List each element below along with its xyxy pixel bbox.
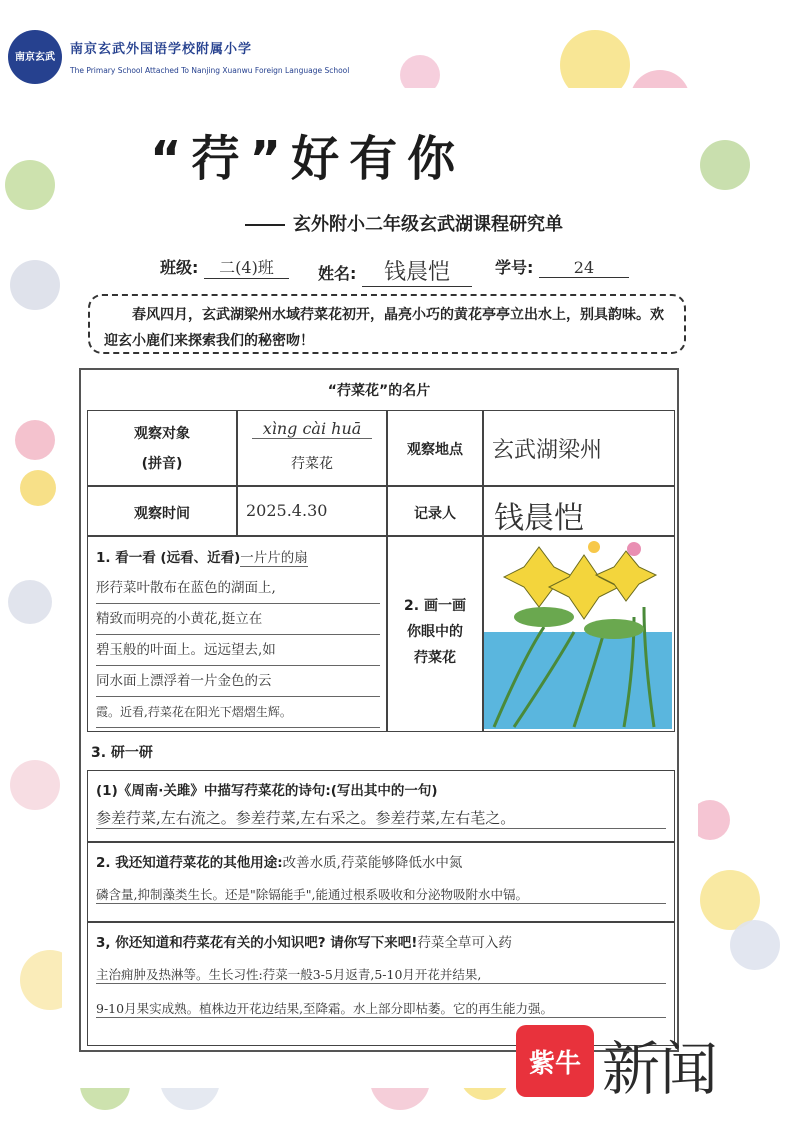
object-label-pinyin: (拼音): [141, 456, 183, 472]
recorder-label-cell: [387, 486, 483, 536]
leaf: [584, 619, 644, 639]
time-label-cell: [87, 486, 237, 536]
look-line: 同水面上漂浮着一片金色的云: [96, 666, 380, 697]
research-q3-answer: 9-10月果实成熟。植株边开花边结果,至降霜。水上部分即枯萎。它的再生能力强。: [96, 999, 666, 1018]
look-line: 一片片的扇: [240, 550, 308, 566]
student-id-value: 24: [539, 258, 629, 278]
flower-decoration: [15, 420, 55, 460]
butterfly: [627, 542, 641, 556]
look-line: 霞。近看,荇菜花在阳光下熠熠生辉。: [96, 697, 380, 728]
draw-label: 荇菜花: [414, 650, 456, 666]
leaf: [514, 607, 574, 627]
research-q2-cell: [87, 842, 675, 922]
flower-decoration: [700, 140, 750, 190]
card-title: “荇菜花”的名片: [327, 383, 431, 399]
subtitle-dash: [245, 224, 285, 226]
draw-label: 你眼中的: [407, 624, 463, 640]
research-q3-answer: 荇菜全草可入药: [417, 935, 512, 951]
look-line: 碧玉般的叶面上。远远望去,如: [96, 635, 380, 666]
object-label-cell: [87, 410, 237, 486]
student-id-label: 学号:: [495, 258, 534, 277]
place-label-cell: [387, 410, 483, 486]
drawing-cell: [483, 536, 675, 732]
research-q1-question: (1)《周南·关雎》中描写荇菜花的诗句:(写出其中的一句): [96, 783, 438, 799]
butterfly: [588, 541, 600, 553]
draw-label-cell: [387, 536, 483, 732]
research-q2-question: 2. 我还知道荇菜花的其他用途:: [96, 855, 283, 871]
news-logo-badge: 紫牛: [516, 1025, 594, 1097]
recorder-value-cell: [483, 486, 675, 536]
research-q3-question: 3, 你还知道和荇菜花有关的小知识吧? 请你写下来吧!: [96, 935, 418, 951]
object-value: 荇菜花: [291, 456, 333, 472]
student-id-field: [495, 255, 629, 278]
time-label: 观察时间: [134, 506, 190, 522]
flower-decoration: [10, 760, 60, 810]
place-label: 观察地点: [407, 442, 463, 458]
object-value-cell: [237, 410, 387, 486]
flower-decoration: [5, 160, 55, 210]
page-title: “荇”好有你: [150, 131, 466, 187]
name-label: 姓名:: [318, 264, 357, 283]
look-cell: [87, 536, 387, 732]
research-q3-answer: 主治痈肿及热淋等。生长习性:荇菜一般3-5月返青,5-10月开花并结果,: [96, 965, 666, 984]
research-q2-line: [96, 851, 666, 871]
research-q3-line: [96, 931, 666, 951]
research-q1-answer: 参差荇菜,左右流之。参差荇菜,左右采之。参差荇菜,左右芼之。: [96, 807, 666, 829]
flower-drawing: [484, 537, 672, 729]
look-label: 1. 看一看 (远看、近看): [96, 550, 241, 566]
school-name-cn: 南京玄武外国语学校附属小学: [70, 42, 253, 57]
school-logo: 南京玄武: [8, 30, 62, 84]
class-label: 班级:: [160, 258, 199, 277]
place-value: 玄武湖梁州: [492, 438, 603, 463]
yellow-flower: [504, 547, 574, 607]
look-line: 精致而明亮的小黄花,挺立在: [96, 604, 380, 635]
time-value: 2025.4.30: [246, 501, 328, 520]
class-value: 二(4)班: [204, 255, 289, 279]
place-value-cell: [483, 410, 675, 486]
flower-decoration: [730, 920, 780, 970]
news-logo-text: 新闻: [602, 1035, 719, 1103]
look-line: 形荇菜叶散布在蓝色的湖面上,: [96, 573, 380, 604]
research-q2-answer: 改善水质,荇菜能够降低水中氮: [282, 855, 463, 871]
school-name-en: The Primary School Attached To Nanjing Xuanwu Foreign Language School: [70, 66, 350, 75]
time-value-cell: [237, 486, 387, 536]
subtitle-text: 玄外附小二年级玄武湖课程研究单: [293, 214, 563, 235]
object-label: 观察对象: [134, 426, 190, 442]
card-table: [79, 368, 679, 1052]
look-text: [96, 543, 380, 728]
page-subtitle: [245, 210, 563, 236]
class-field: [160, 255, 289, 279]
flower-decoration: [8, 580, 52, 624]
recorder-value: 钱晨恺: [494, 501, 584, 536]
intro-box: 春风四月，玄武湖梁州水域荇菜花初开，晶亮小巧的黄花亭亭立出水上，别具韵味。欢迎玄小鹿们来探索我们的秘密吻！: [88, 294, 686, 354]
name-field: [318, 255, 472, 287]
recorder-label: 记录人: [414, 506, 456, 522]
draw-label: 2. 画一画: [404, 598, 466, 614]
research-q1-cell: [87, 770, 675, 842]
name-value: 钱晨恺: [362, 255, 472, 287]
research-label: 3. 研一研: [91, 745, 153, 761]
flower-decoration: [10, 260, 60, 310]
research-q2-answer: 磷含量,抑制藻类生长。还是"除镉能手",能通过根系吸收和分泌物吸附水中镉。: [96, 885, 666, 904]
pinyin-value: xìng cài huā: [252, 419, 372, 439]
flower-decoration: [20, 470, 56, 506]
